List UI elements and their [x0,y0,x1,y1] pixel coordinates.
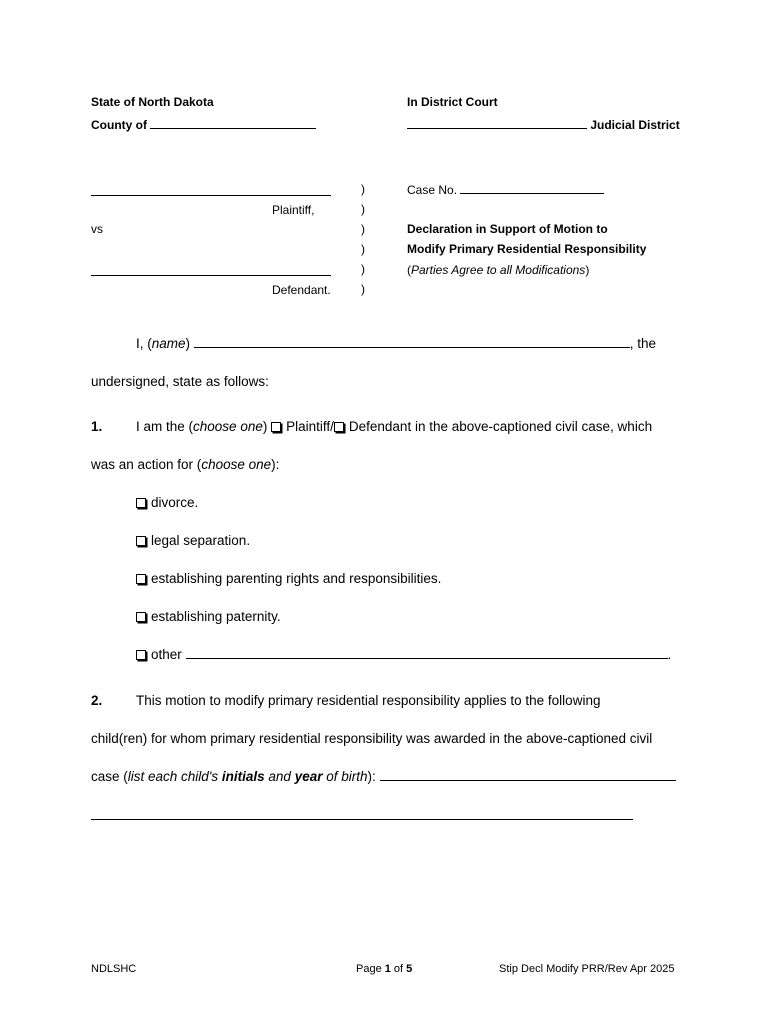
item2-line2: child(ren) for whom primary residential responsibility was awarded in the above-captioned civil [91,731,653,746]
intro-line2: undersigned, state as follows: [91,374,269,389]
caption-paren: ) [361,202,365,216]
doc-subtitle: (Parties Agree to all Modifications) [407,263,590,277]
caption-paren: ) [361,222,365,236]
case-no-label: Case No. [407,183,458,197]
court-label: In District Court [407,95,498,109]
item2-line3: case (list each child's initials and year of birth): [91,769,676,784]
doc-title-line1: Declaration in Support of Motion to [407,222,608,236]
page-number: Page 1 of 5 [356,963,413,975]
option-divorce: divorce. [136,495,198,510]
item1-line1: I am the (choose one) Plaintiff/ Defendant in the above-captioned civil case, which [136,419,653,434]
item1-number: 1. [91,419,103,434]
defendant-checkbox[interactable] [334,422,344,432]
plaintiff-blank[interactable] [91,184,331,196]
children-blank-line2[interactable] [91,808,633,820]
plaintiff-checkbox[interactable] [271,422,281,432]
case-no-blank[interactable] [460,182,604,194]
defendant-label: Defendant. [272,283,331,297]
item2-line1: This motion to modify primary residential responsibility applies to the following [136,693,601,708]
vs-label: vs [91,222,103,236]
option-parenting-rights: establishing parenting rights and responsibilities. [136,571,441,586]
county-blank[interactable] [150,117,316,129]
caption-paren: ) [361,282,365,296]
district-row [407,117,680,132]
case-no-row [407,182,604,197]
county-row [91,117,316,132]
option-paternity: establishing paternity. [136,609,281,624]
name-blank[interactable] [194,336,630,348]
item1-line2: was an action for (choose one): [91,457,280,472]
plaintiff-label: Plaintiff, [272,203,315,217]
paternity-checkbox[interactable] [136,612,146,622]
footer-left: NDLSHC [91,963,137,975]
caption-paren: ) [361,262,365,276]
intro-line1: I, (name) , the [136,336,657,351]
item2-number: 2. [91,693,103,708]
defendant-blank[interactable] [91,264,331,276]
other-blank[interactable] [186,647,668,659]
doc-title-line2: Modify Primary Residential Responsibility [407,242,647,256]
caption-paren: ) [361,242,365,256]
district-blank[interactable] [407,117,587,129]
parenting-rights-checkbox[interactable] [136,574,146,584]
doc-subtitle-text: Parties Agree to all Modifications [411,263,586,277]
district-label: Judicial District [590,118,680,132]
divorce-checkbox[interactable] [136,498,146,508]
caption-paren: ) [361,182,365,196]
footer-right: Stip Decl Modify PRR/Rev Apr 2025 [499,963,675,975]
option-legal-separation: legal separation. [136,533,250,548]
county-label: County of [91,118,147,132]
children-blank[interactable] [380,769,676,781]
state-label: State of North Dakota [91,95,214,109]
legal-separation-checkbox[interactable] [136,536,146,546]
option-other: other . [136,647,671,662]
other-checkbox[interactable] [136,650,146,660]
